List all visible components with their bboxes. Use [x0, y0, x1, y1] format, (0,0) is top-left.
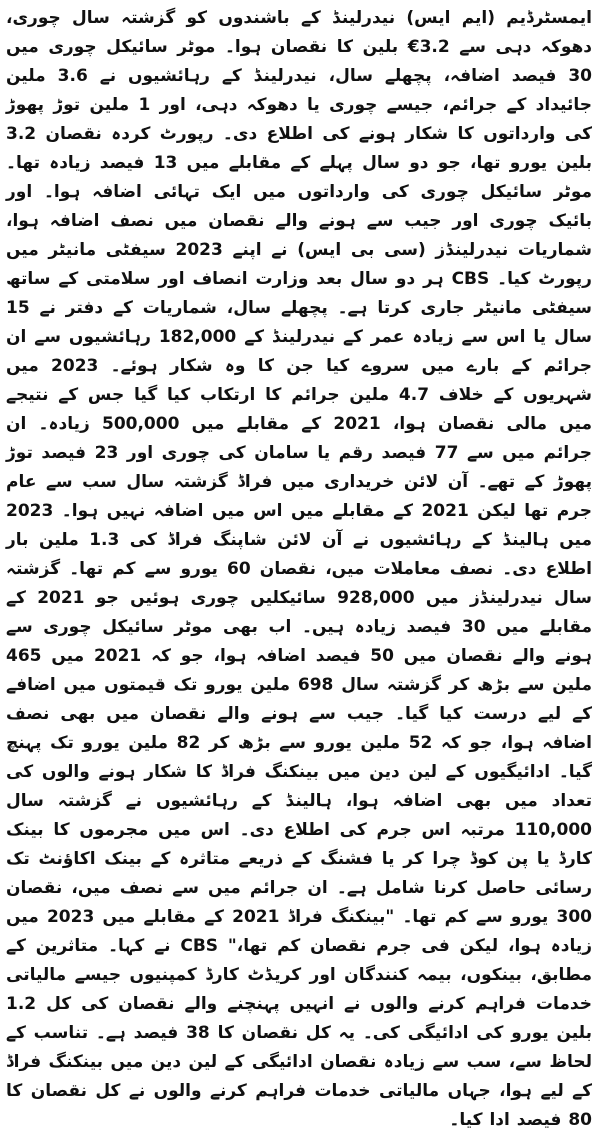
article-body-text: ایمسٹرڈیم (ایم ایس) نیدرلینڈ کے باشندوں کو گزشتہ سال چوری، دھوکہ دہی سے 3.2€ بلین کا نقصان ہوا۔ موٹر سائیکل چوری میں 30 فیصد اضافہ، پچھلے سال، نیدرلینڈ کے رہائشیوں نے 3.6 ملین جائیداد کے جرائم، جیسے چوری یا دھوکہ دہی، اور 1 ملین توڑ پھوڑ کی وارداتوں کا شکار ہونے کی اطلاع دی۔ رپورٹ کردہ نقصان 3.2 بلین یورو تھا، جو دو سال پہلے کے مقابلے میں 13 فیصد زیادہ تھا۔ موٹر سائیکل چوری کی وارداتوں میں ایک تہائی اضافہ ہوا۔ اور بائیک چوری اور جیب سے ہونے والے نقصان میں نصف اضافہ ہوا، شماریات نیدرلینڈز (سی بی ایس) نے اپنے 2023 سیفٹی مانیٹر میں رپورٹ کیا۔ CBS ہر دو سال بعد وزارت انصاف اور سلامتی کے ساتھ سیفٹی مانیٹر جاری کرتا ہے۔ پچھلے سال، شماریات کے دفتر نے 15 سال یا اس سے زیادہ عمر کے نیدرلینڈ کے 182,000 رہائشیوں سے ان جرائم کے بارے میں سروے کیا جن کا وہ شکار ہوئے۔ 2023 میں شہریوں کے خلاف 4.7 ملین جرائم کا ارتکاب کیا گیا جس کے نتیجے میں مالی نقصان ہوا، 2021 کے مقابلے میں 500,000 زیادہ۔ ان جرائم میں سے 77 فیصد رقم یا سامان کی چوری اور 23 فیصد توڑ پھوڑ کے تھے۔ آن لائن خریداری میں فراڈ گزشتہ سال سب سے عام جرم تھا لیکن 2021 کے مقابلے میں اس میں اضافہ نہیں ہوا۔ 2023 میں ہالینڈ کے رہائشیوں نے آن لائن شاپنگ فراڈ کی 1.3 ملین بار اطلاع دی۔ نصف معاملات میں، نقصان 60 یورو سے کم تھا۔ گزشتہ سال نیدرلینڈز میں 928,000 سائیکلیں چوری ہوئیں جو 2021 کے مقابلے میں 30 فیصد زیادہ ہیں۔ اب بھی موٹر سائیکل چوری سے ہونے والے نقصان میں 50 فیصد اضافہ ہوا، جو کہ 2021 میں 465 ملین سے بڑھ کر گزشتہ سال 698 ملین یورو تک قیمتوں میں اضافے کے لیے درست کیا گیا۔ جیب سے ہونے والے نقصان میں بھی نصف اضافہ ہوا، جو کہ 52 ملین یورو سے بڑھ کر 82 ملین یورو تک پہنچ گیا۔ ادائیگیوں کے لین دین میں بینکنگ فراڈ کا شکار ہونے والوں کی تعداد میں بھی اضافہ ہوا، ہالینڈ کے رہائشیوں نے گزشتہ سال 110,000 مرتبہ اس جرم کی اطلاع دی۔ اس میں مجرموں کا بینک کارڈ یا پن کوڈ چرا کر یا فشنگ کے ذریعے متاثرہ کے بینک اکاؤنٹ تک رسائی حاصل کرنا شامل ہے۔ ان جرائم میں سے نصف میں، نقصان 300 یورو سے کم تھا۔ "بینکنگ فراڈ 2021 کے مقابلے میں 2023 میں زیادہ ہوا، لیکن فی جرم نقصان کم تھا،" CBS نے کہا۔ متاثرین کے مطابق، بینکوں، بیمہ کنندگان اور کریڈٹ کارڈ کمپنیوں جیسے مالیاتی خدمات فراہم کرنے والوں نے انہیں پہنچنے والے نقصان کی کل 1.2 بلین یورو کی ادائیگی کی۔ یہ کل نقصان کا 38 فیصد ہے۔ تناسب کے لحاظ سے، سب سے زیادہ نقصان ادائیگی کے لین دین میں بینکنگ فراڈ کے لیے ہوا، جہاں مالیاتی خدمات فراہم کرنے والوں نے کل نقصان کا 80 فیصد ادا کیا۔ — [6, 8, 593, 1130]
